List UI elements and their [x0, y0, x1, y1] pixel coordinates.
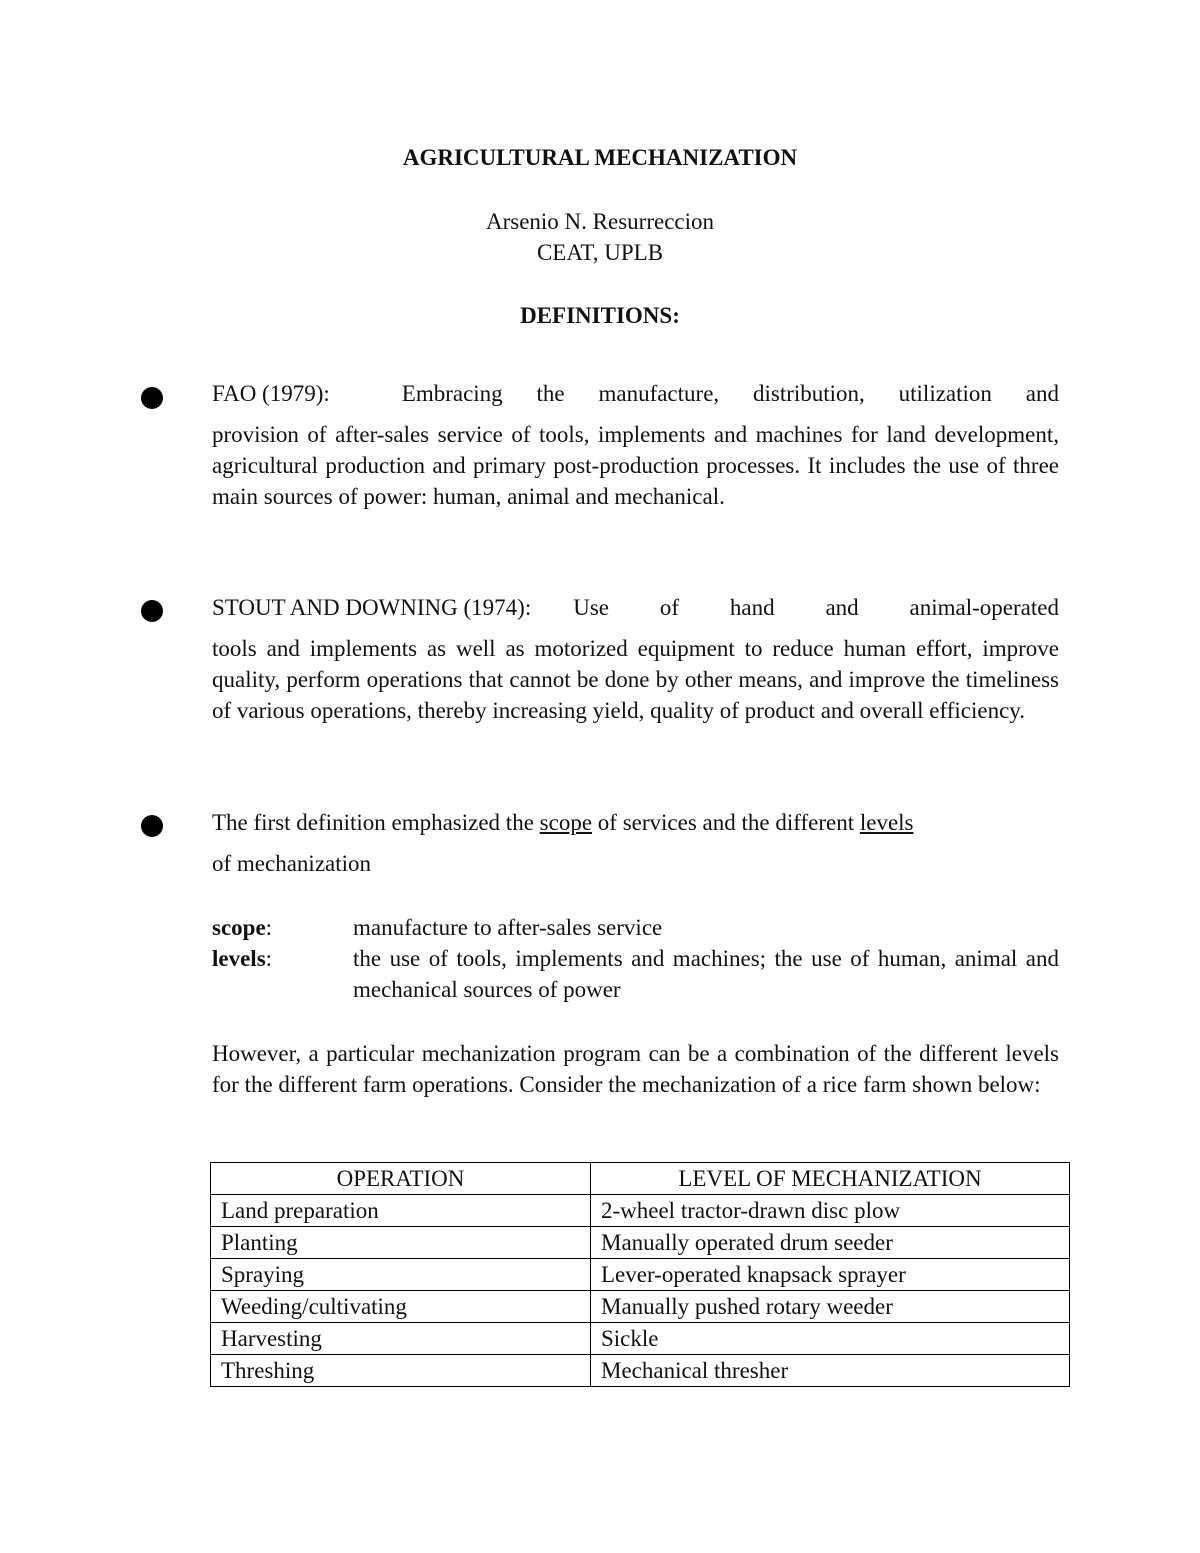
- note-second-line: of mechanization: [212, 851, 372, 876]
- word: the: [536, 381, 565, 406]
- definition-source: FAO (1979):: [212, 381, 330, 406]
- word: animal-operated: [909, 595, 1059, 620]
- table-header-row: [211, 1163, 1070, 1195]
- definition-first-line-text: [573, 592, 1059, 623]
- column-header-operation: OPERATION: [211, 1163, 591, 1195]
- operation-cell: Spraying: [211, 1259, 591, 1291]
- table-row: [211, 1323, 1070, 1355]
- underlined-scope: scope: [539, 810, 593, 835]
- word: hand: [729, 595, 775, 620]
- definition-body: provision of after-sales service of tools, implements and machines for land development, agricultural production and primary post-production processes. It includes the use of three main sources of power: human, animal and mechanical.: [212, 422, 1059, 509]
- definitions-heading: DEFINITIONS:: [520, 303, 680, 328]
- term-description: manufacture to after-sales service: [353, 915, 663, 940]
- author-name: Arsenio N. Resurreccion: [485, 209, 714, 234]
- term-description: the use of tools, implements and machines; the use of human, animal and mechanical sources of power: [353, 946, 1059, 1002]
- operation-cell: Weeding/cultivating: [211, 1291, 591, 1323]
- term: scope: [212, 915, 266, 940]
- operation-cell: Land preparation: [211, 1195, 591, 1227]
- level-cell: Manually pushed rotary weeder: [591, 1291, 1070, 1323]
- bullet-icon: [141, 600, 163, 622]
- note-text: of services and the different: [592, 810, 860, 835]
- operation-cell: Planting: [211, 1227, 591, 1259]
- table-row: [211, 1259, 1070, 1291]
- operation-cell: Harvesting: [211, 1323, 591, 1355]
- mechanization-table: [210, 1162, 1070, 1387]
- definition-first-line: [212, 378, 1059, 409]
- definition-body: tools and implements as well as motorized equipment to reduce human effort, improve quality, perform operations that cannot be done by other means, and improve the timeliness of various operations, thereby increasing yield, quality of product and overall efficiency.: [212, 636, 1059, 723]
- definition-fao: [212, 378, 1059, 512]
- table-row: [211, 1291, 1070, 1323]
- operation-cell: Threshing: [211, 1355, 591, 1387]
- level-cell: Lever-operated knapsack sprayer: [591, 1259, 1070, 1291]
- level-cell: 2-wheel tractor-drawn disc plow: [591, 1195, 1070, 1227]
- word: Embracing: [401, 381, 503, 406]
- term-row-levels: [212, 943, 1059, 1005]
- table-row: [211, 1227, 1070, 1259]
- term-label: [212, 912, 353, 943]
- note-text: The first definition emphasized the: [212, 810, 540, 835]
- definition-stout-downing: [212, 592, 1059, 726]
- term-label: [212, 943, 353, 1005]
- word: utilization: [898, 381, 992, 406]
- definition-first-line-text: [402, 378, 1059, 409]
- level-cell: Mechanical thresher: [591, 1355, 1070, 1387]
- word: and: [1025, 381, 1059, 406]
- bullet-icon: [141, 387, 163, 409]
- term: levels: [212, 946, 266, 971]
- scope-levels-note: [212, 807, 1059, 879]
- note-first-line: [212, 807, 1059, 838]
- level-cell: Sickle: [591, 1323, 1070, 1355]
- table-row: [211, 1355, 1070, 1387]
- word: Use: [573, 595, 609, 620]
- word: distribution,: [753, 381, 865, 406]
- term-colon: :: [265, 946, 273, 971]
- word: and: [825, 595, 859, 620]
- term-colon: :: [265, 915, 273, 940]
- word: manufacture,: [598, 381, 720, 406]
- however-paragraph: However, a particular mechanization program can be a combination of the different levels for the different farm operations. Consider the mechanization of a rice farm shown below:: [212, 1041, 1059, 1097]
- definition-source: STOUT AND DOWNING (1974):: [212, 595, 532, 620]
- table-row: [211, 1195, 1070, 1227]
- term-list: [212, 912, 1059, 1005]
- level-cell: Manually operated drum seeder: [591, 1227, 1070, 1259]
- column-header-level: LEVEL OF MECHANIZATION: [591, 1163, 1070, 1195]
- definition-first-line: [212, 592, 1059, 623]
- underlined-levels: levels: [859, 810, 914, 835]
- author-affiliation: CEAT, UPLB: [536, 240, 664, 265]
- term-row-scope: [212, 912, 1059, 943]
- word: of: [659, 595, 680, 620]
- bullet-icon: [141, 815, 163, 837]
- document-title: AGRICULTURAL MECHANIZATION: [402, 145, 798, 170]
